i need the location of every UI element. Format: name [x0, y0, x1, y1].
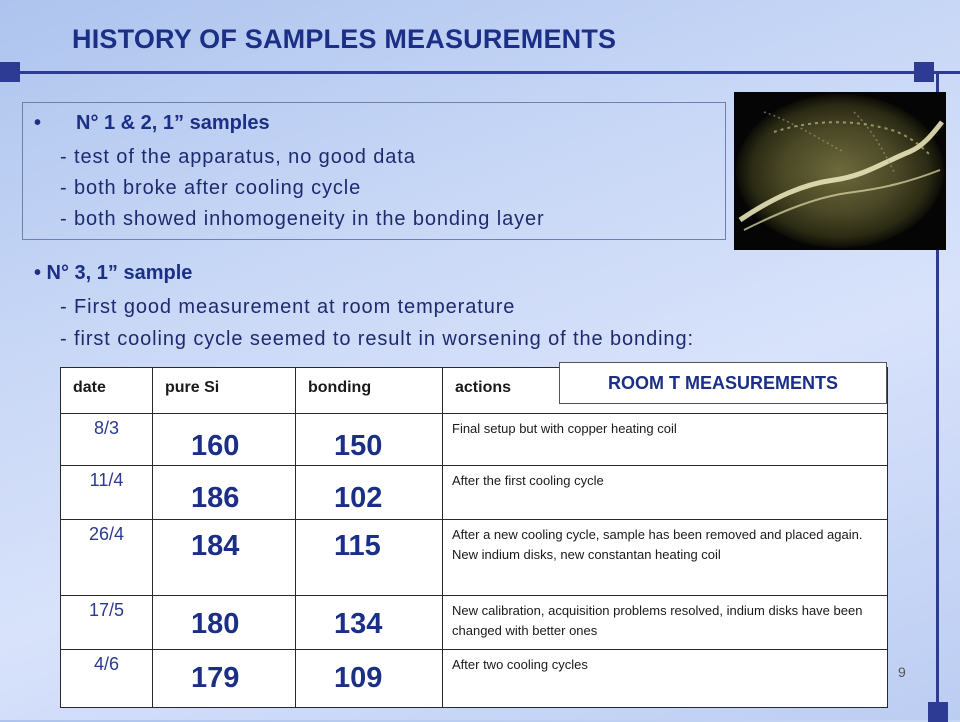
cell-date: 4/6 — [61, 650, 153, 707]
slide-title: HISTORY OF SAMPLES MEASUREMENTS — [72, 24, 617, 54]
cell-pure-si: 184 — [153, 520, 296, 595]
bullet1-heading — [34, 112, 270, 135]
bullet2-line: - first cooling cycle seemed to result in worsening of the bonding: — [60, 328, 694, 350]
header-pure-si: pure Si — [153, 368, 296, 413]
header-bonding: bonding — [296, 368, 443, 413]
measurements-table — [60, 367, 888, 708]
cell-bonding: 134 — [296, 596, 443, 649]
page-number: 9 — [898, 664, 906, 680]
cell-pure-si: 160 — [153, 414, 296, 465]
corner-square-right — [914, 62, 934, 82]
room-temperature-badge: ROOM T MEASUREMENTS — [559, 362, 887, 404]
cell-date: 26/4 — [61, 520, 153, 595]
table-row — [61, 414, 887, 466]
cell-bonding: 102 — [296, 466, 443, 519]
bullet1-marker: • — [34, 112, 42, 134]
title-rule — [0, 71, 960, 74]
cell-pure-si: 186 — [153, 466, 296, 519]
cell-action: After the first cooling cycle — [452, 473, 604, 488]
cell-action: Final setup but with copper heating coil — [452, 421, 677, 436]
cell-action: After two cooling cycles — [452, 657, 588, 672]
table-row — [61, 596, 887, 650]
cell-bonding: 115 — [296, 520, 443, 595]
micrograph-photo — [734, 92, 946, 250]
corner-square-bottom — [928, 702, 948, 722]
cell-pure-si: 180 — [153, 596, 296, 649]
bullet1-heading-text: N° 1 & 2, 1” samples — [76, 112, 270, 134]
bullet1-line: - both showed inhomogeneity in the bonding layer — [60, 208, 545, 230]
bullet1-line: - test of the apparatus, no good data — [60, 146, 416, 168]
bullet2-line: - First good measurement at room temperature — [60, 296, 516, 318]
header-date: date — [61, 368, 153, 413]
bullet2-heading: • N° 3, 1” sample — [34, 262, 193, 284]
table-row — [61, 520, 887, 596]
cell-action: New calibration, acquisition problems resolved, indium disks have been changed with better ones — [452, 603, 863, 638]
cell-bonding: 109 — [296, 650, 443, 707]
cell-date: 17/5 — [61, 596, 153, 649]
cell-date: 8/3 — [61, 414, 153, 465]
cell-bonding: 150 — [296, 414, 443, 465]
micrograph-image — [734, 92, 946, 250]
header-actions: actions — [455, 379, 512, 396]
cell-action: After a new cooling cycle, sample has been removed and placed again. New indium disks, new constantan heating coil — [452, 527, 863, 562]
bullet1-line: - both broke after cooling cycle — [60, 177, 362, 199]
cell-pure-si: 179 — [153, 650, 296, 707]
cell-date: 11/4 — [61, 466, 153, 519]
table-row — [61, 650, 887, 707]
table-row — [61, 466, 887, 520]
